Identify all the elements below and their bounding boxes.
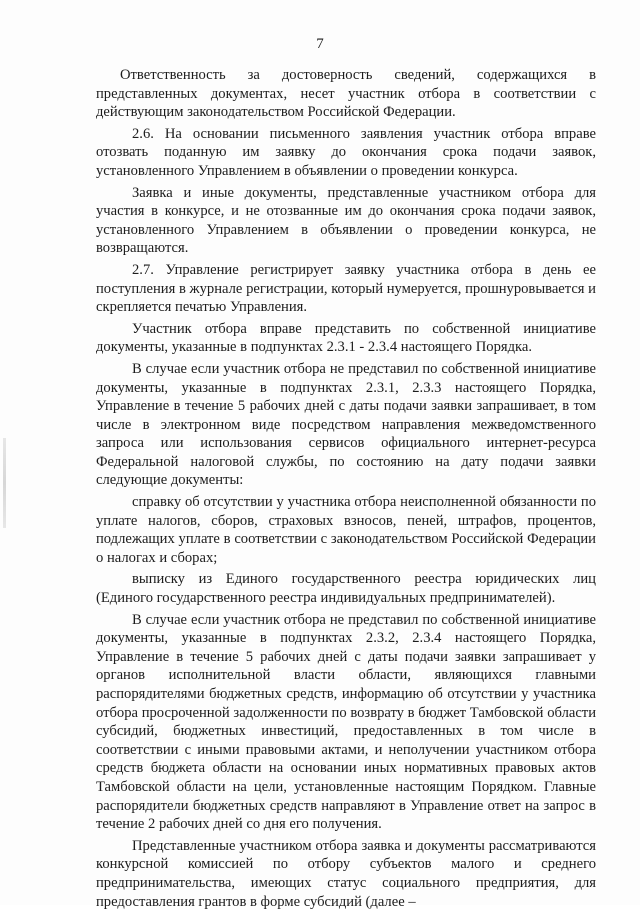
paragraph-request-fns: В случае если участник отбора не представил по собственной инициативе документы, указанные в подпунктах 2.3.1, 2.3.3 настоящего Порядка, Управление в течение 5 рабочих дней с даты подачи заявки запрашивает, в том числе в электронном виде посредством направления межведомственного запроса или использования сервисов официального интернет-ресурса Федеральной налоговой службы, по состоянию на дату подачи заявки следующие документы: [96,360,596,489]
scan-edge-artifact [3,438,6,528]
paragraph-request-authorities: В случае если участник отбора не представил по собственной инициативе документы, указанные в подпунктах 2.3.2, 2.3.4 настоящего Порядка, Управление в течение 5 рабочих дней с даты подачи заявки запрашивает у органов исполнительной власти области, являющихся главными распорядителями бюджетных средств, информацию об отсутствии у участника отбора просроченной задолженности по возврату в бюджет Тамбовской области субсидий, бюджетных инвестиций, предоставленных в том числе в соответствии с иными правовыми актами, и неполучении участником отбора средств бюджета области на основании иных нормативных правовых актов Тамбовской области на цели, установленные настоящим Порядком. Главные распорядители бюджетных средств направляют в Управление ответ на запрос в течение 2 рабочих дней со дня его получения. [96,611,596,833]
paragraph-responsibility: Ответственность за достоверность сведений, содержащихся в представленных документах, несет участник отбора в соответствии с действующим законодательством Российской Федерации. [96,67,596,121]
page-number: 7 [316,36,324,52]
document-body [96,66,596,914]
paragraph-commission: Представленные участником отбора заявка и документы рассматриваются конкурсной комиссией по отбору субъектов малого и среднего предпринимательства, имеющих статус социального предприятия, для предоставления грантов в форме субсидий (далее – [96,837,596,910]
paragraph-own-initiative: Участник отбора вправе представить по собственной инициативе документы, указанные в подпунктах 2.3.1 - 2.3.4 настоящего Порядка. [96,320,596,356]
paragraph-not-returned: Заявка и иные документы, представленные участником отбора для участия в конкурсе, и не отозванные им до окончания срока подачи заявок, установленного Управлением в объявлении о проведении конкурса, не возвращаются. [96,184,596,257]
paragraph-tax-certificate: справку об отсутствии у участника отбора неисполненной обязанности по уплате налогов, сборов, страховых взносов, пеней, штрафов, процентов, подлежащих уплате в соответствии с законодательством Российской Федерации о налогах и сборах; [96,494,596,566]
paragraph-2-6: 2.6. На основании письменного заявления участник отбора вправе отозвать поданную им заявку до окончания срока подачи заявок, установленного Управлением в объявлении о проведении конкурса. [96,125,596,179]
paragraph-registry-extract: выписку из Единого государственного реестра юридических лиц (Единого государственного реестра индивидуальных предпринимателей). [96,571,596,607]
paragraph-2-7: 2.7. Управление регистрирует заявку участника отбора в день ее поступления в журнале регистрации, который нумеруется, прошнуровывается и скрепляется печатью Управления. [96,261,596,316]
